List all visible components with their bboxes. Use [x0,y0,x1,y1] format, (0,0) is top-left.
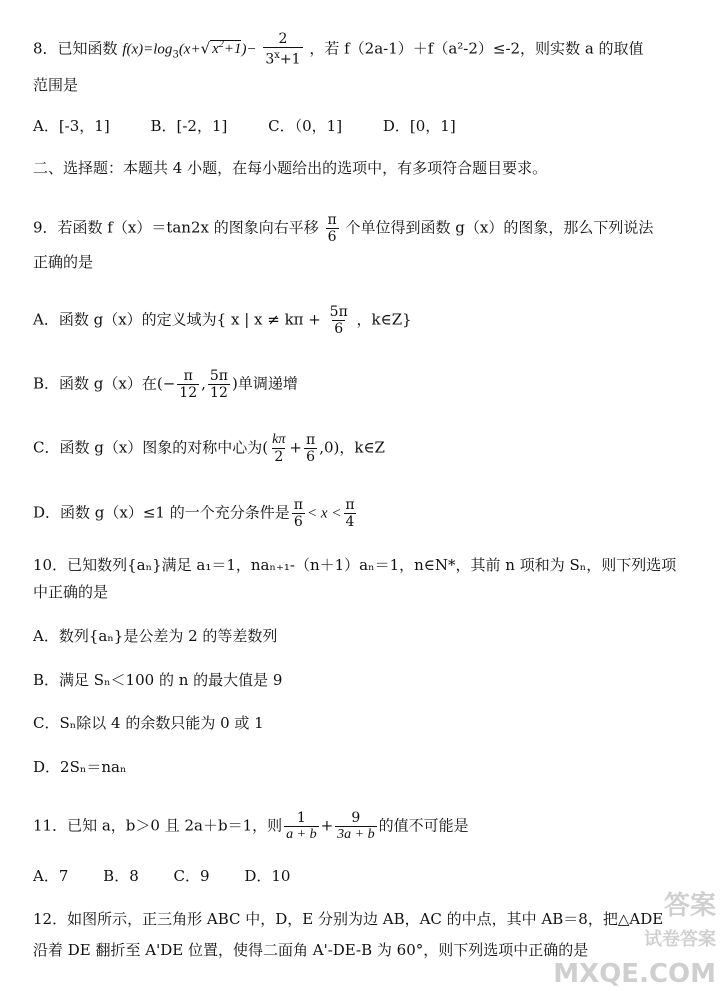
q8-tail: ，若 f（2a-1）＋f（a²-2）≤-2，则实数 a 的取值 [309,39,644,58]
q11-fraction-2 [335,810,376,843]
q9-d-fraction-2 [343,497,356,530]
q8-frac-den-b: +1 [279,51,301,68]
q9-option-c [33,432,385,465]
q8-log-base: 3 [172,49,179,61]
q8-options [33,116,492,136]
q9-line1b: 个单位得到函数 g（x）的图象，那么下列说法 [345,218,654,237]
q8-frac-den-sup: x [274,50,280,61]
q9-line1 [33,212,653,245]
watermark-text-3: MXQE.COM [553,959,716,989]
q9-c-fraction-1 [270,432,287,465]
q10-line1: 10．已知数列{aₙ}满足 a₁＝1，naₙ₊₁-（n＋1）aₙ＝1，n∈N*，其前 n 项和为 Sₙ，则下列选项 [33,556,677,574]
q9-option-a [33,304,412,337]
q9-d-num1: π [293,497,303,513]
q8-option-d: D．[0，1] [382,117,456,135]
q12-line1: 12．如图所示，正三角形 ABC 中，D，E 分别为边 AB，AC 的中点，其中 AB＝8，把△ADE [33,910,664,928]
q11-option-d: D．10 [244,867,291,885]
q11-post: 的值不可能是 [378,816,469,835]
q8-func: f(x)=log [122,41,173,58]
q9-a-fraction [328,304,350,337]
q11-den2: 3a + b [337,827,375,842]
q8-sqrt-sup: 2 [218,39,224,51]
q11-num1: 1 [296,810,306,826]
q9-c-den1: 2 [274,449,284,465]
q11-num2: 9 [351,810,361,826]
q8-option-b: B．[-2，1] [150,117,228,135]
watermark-text-1: 答案 [663,891,716,921]
q8-fraction [263,31,302,68]
q9-b-fraction-2 [208,368,230,401]
q9-c-pre: C．函数 g（x）图象的对称中心为( [33,438,269,457]
q8-line2: 范围是 [33,76,79,94]
q9-c-num1: kπ [272,432,286,447]
q8-frac-num: 2 [278,31,288,47]
q9-b-den1: 12 [179,385,198,401]
q11-plus: + [320,816,334,835]
q10-line2: 中正确的是 [33,583,109,601]
q9-d-pre: D．函数 g（x）≤1 的一个充分条件是 [33,503,290,522]
q9-b-fraction-1 [177,368,199,401]
q9-a-num: 5π [329,304,348,320]
q11-option-b: B．8 [103,867,139,885]
q8-line1: 8．已知函数 $f(x)=\log_3(x+√$ $x^2+1)-$ $\frac{2}{3^x+1}$ ，若 f（2a-1）＋f（a²-2）≤-2，则实数 a 的取值 [33,31,644,68]
q9-d-fraction-1 [292,497,305,530]
q9-d-mid: < x < [306,505,342,522]
q8-option-a: A．[-3，1] [33,117,110,135]
q8-arg2: )− [241,41,257,58]
q9-a-den: 6 [334,321,344,337]
q9-d-den2: 4 [345,514,355,530]
q9-a-post: ，k∈Z} [356,310,412,329]
q9-c-fraction-2 [304,432,317,465]
q11-options [33,866,326,886]
q9-shift-fraction [326,212,339,245]
q8-option-c: C．（0，1] [268,117,343,135]
q11-option-a: A．7 [33,867,69,885]
q9-d-den1: 6 [293,514,303,530]
watermark-text-2: 试卷答案 [644,929,716,950]
q9-option-b [33,368,298,401]
q9-option-d [33,497,359,530]
q11-option-c: C．9 [173,867,210,885]
q10-option-d: D．2Sₙ＝naₙ [33,758,127,776]
q12-line2: 沿着 DE 翻折至 A'DE 位置，使得二面角 A'-DE-B 为 60°，则下列选项中正确的是 [33,941,589,959]
q11-pre: 11．已知 a，b＞0 且 2a＋b＝1，则 [33,816,283,835]
q9-c-post: ,0)，k∈Z [319,438,385,457]
q9-line2: 正确的是 [33,253,94,271]
q9-b-num2: 5π [209,368,228,384]
q10-option-b: B．满足 Sₙ＜100 的 n 的最大值是 9 [33,671,283,689]
q9-b-den2: 12 [210,385,228,401]
q9-c-num2: π [305,432,316,448]
q9-b-comma: , [201,374,206,393]
q8-sqrt-body: x [212,41,219,58]
q8-prefix: 8．已知函数 [33,39,118,58]
q9-shift-num: π [327,212,337,228]
q9-b-pre: B．函数 g（x）在(− [33,374,176,393]
watermark-logo [526,889,716,989]
q9-b-post: )单调递增 [232,374,298,393]
q11-line1 [33,810,469,843]
q11-fraction-1 [284,810,318,843]
q9-c-den2: 6 [306,449,316,465]
q9-c-plus: + [289,438,302,457]
q11-den1: a + b [286,827,317,842]
q9-line1a: 9．若函数 f（x）＝tan2x 的图象向右平移 [33,218,319,237]
q8-sqrt-tail: +1 [223,41,242,58]
q9-shift-den: 6 [327,229,337,245]
q10-option-c: C．Sₙ除以 4 的余数只能为 0 或 1 [33,714,264,732]
q10-option-a: A．数列{aₙ}是公差为 2 的等差数列 [33,627,278,645]
q9-d-num2: π [345,497,355,513]
q8-frac-den-a: 3 [265,51,275,68]
q9-a-pre: A．函数 g（x）的定义域为{ x | x ≠ kπ + [33,310,321,329]
q8-arg1: (x+ [178,41,201,58]
section2-heading: 二、选择题：本题共 4 小题，在每小题给出的选项中，有多项符合题目要求。 [33,159,548,177]
q9-b-num1: π [183,368,193,384]
